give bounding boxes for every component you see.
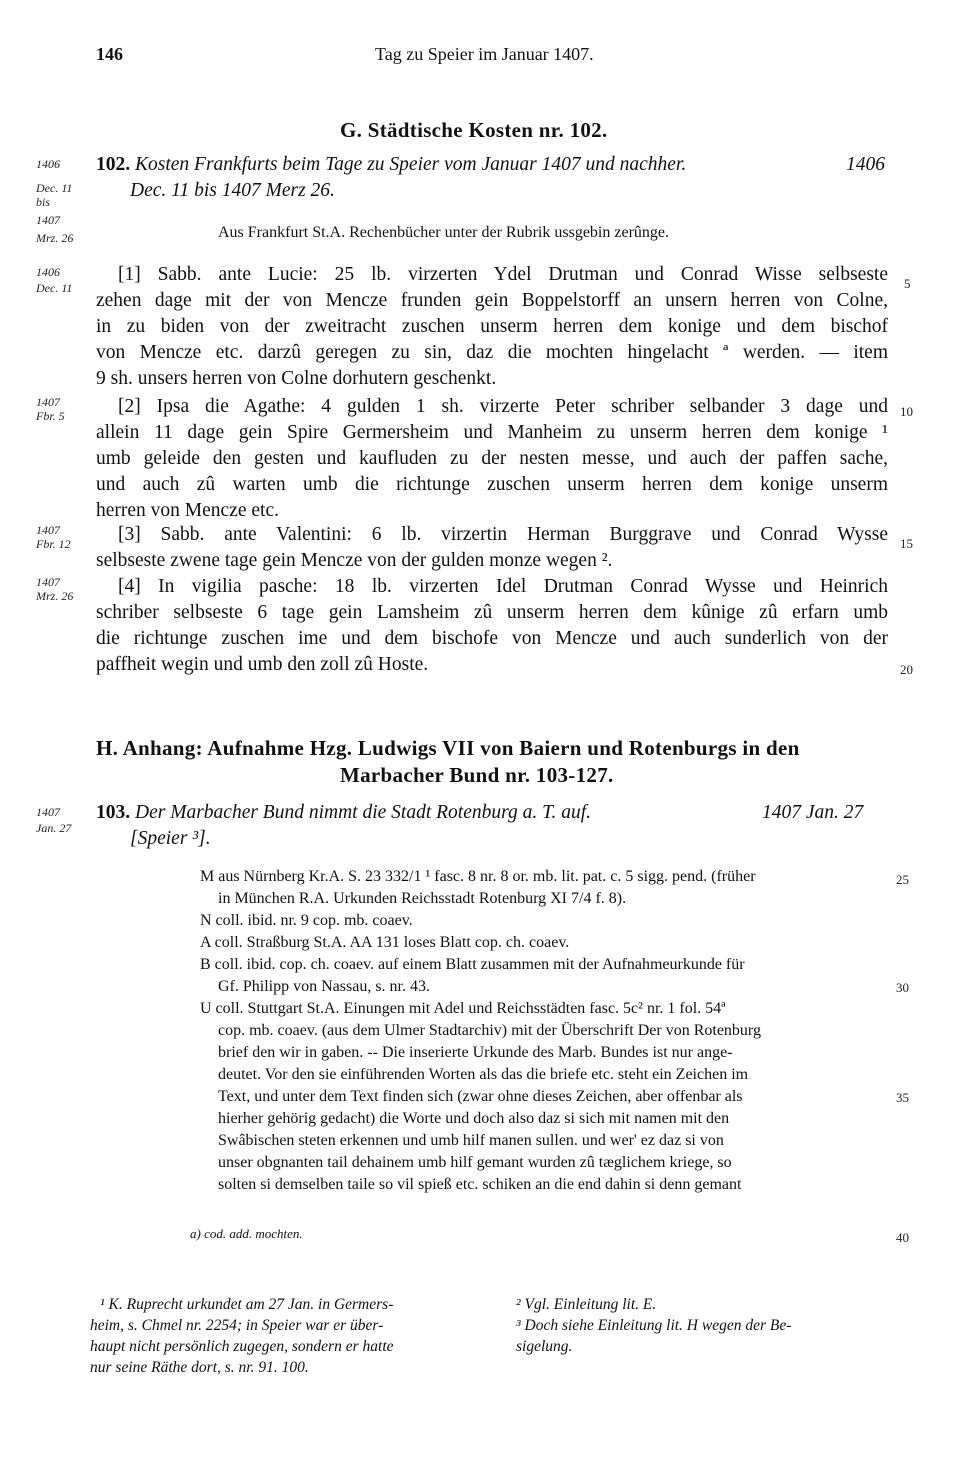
source-line: M aus Nürnberg Kr.A. S. 23 332/1 ¹ fasc. 8 nr. 8 or. mb. lit. pat. c. 5 sigg. pend. (früher [200, 868, 756, 885]
source-line: A coll. Straßburg St.A. AA 131 loses Blatt cop. ch. coaev. [200, 934, 570, 951]
doc-title: Der Marbacher Bund nimmt die Stadt Rotenburg a. T. auf. [135, 802, 592, 823]
source-line: N coll. ibid. nr. 9 cop. mb. coaev. [200, 912, 413, 929]
entry-line: [2] Ipsa die Agathe: 4 gulden 1 sh. virzerte Peter schriber selbander 3 dage und [118, 396, 888, 417]
entry-line: von Mencze etc. darzû geregen zu sin, daz die mochten hingelacht ª werden. — item [96, 342, 888, 363]
line-number: 25 [896, 872, 909, 887]
entry-line: und auch zû warten umb die richtunge zuschen unserm herren dem konige unserm [96, 474, 888, 495]
doc-heading-103 [96, 800, 591, 826]
entry-line: herren von Mencze etc. [96, 500, 279, 521]
running-title: Tag zu Speier im Januar 1407. [375, 44, 594, 64]
margin-date-line: 1407 [36, 395, 60, 409]
margin-date-line: Fbr. 5 [36, 409, 65, 423]
entry-line: umb geleide den gesten und kaufluden zu der nesten messe, und auch der paffen sache, [96, 448, 888, 469]
source-line: in München R.A. Urkunden Reichsstadt Rotenburg XI 7/4 f. 8). [218, 890, 627, 907]
doc-title-place: [Speier ³]. [130, 828, 211, 849]
source-line: hierher gehörig gedacht) die Worte und doch also daz si sich mit namen mit den [218, 1110, 730, 1127]
margin-date-line: 1406 [36, 157, 60, 171]
source-line: U coll. Stuttgart St.A. Einungen mit Adel und Reichsstädten fasc. 5c² nr. 1 fol. 54ª [200, 1000, 726, 1017]
margin-date-line: 1407 [36, 805, 60, 819]
line-number: 35 [896, 1090, 909, 1105]
entry-line: zehen dage mit der von Mencze frunden gein Boppelstorff an unsern herren von Colne, [96, 290, 888, 311]
entry-line: allein 11 dage gein Spire Germersheim und Manheim zu unserm herren dem konige ¹ [96, 422, 888, 443]
doc-title-cont: Dec. 11 bis 1407 Merz 26. [130, 180, 335, 201]
footnote-line: ² Vgl. Einleitung lit. E. [516, 1296, 657, 1313]
doc-source: Aus Frankfurt St.A. Rechenbücher unter der Rubrik ussgebin zerûnge. [218, 224, 669, 241]
source-line: B coll. ibid. cop. ch. coaev. auf einem Blatt zusammen mit der Aufnahmeurkunde für [200, 956, 745, 973]
entry-line: [1] Sabb. ante Lucie: 25 lb. virzerten Ydel Drutman und Conrad Wisse selbseste [118, 264, 888, 285]
source-line: Gf. Philipp von Nassau, s. nr. 43. [218, 978, 430, 995]
margin-date-line: Jan. 27 [36, 821, 72, 835]
section-h-title-cont: Marbacher Bund nr. 103-127. [340, 763, 614, 787]
footnote-line: nur seine Räthe dort, s. nr. 91. 100. [90, 1359, 309, 1376]
entry-line: schriber selbseste 6 tage gein Lamsheim zû unserm herren dem kûnige zû erfarn umb [96, 602, 888, 623]
doc-number: 102. [96, 154, 131, 175]
line-number: 40 [896, 1230, 909, 1245]
footnote-line: haupt nicht persönlich zugegen, sondern er hatte [90, 1338, 394, 1355]
section-h-title: H. Anhang: Aufnahme Hzg. Ludwigs VII von Baiern und Rotenburgs in den [96, 736, 800, 760]
footnote-line: ³ Doch siehe Einleitung lit. H wegen der Be- [516, 1317, 792, 1334]
page-number: 146 [96, 44, 123, 64]
entry-line: in zu biden von der zweitracht zuschen unserm herren dem konige und dem bischof [96, 316, 888, 337]
line-number: 10 [900, 404, 913, 419]
margin-date-line: Mrz. 26 [36, 589, 74, 603]
margin-date-line: 1406 [36, 265, 60, 279]
margin-date-line: bis [36, 195, 51, 209]
apparatus-note: a) cod. add. mochten. [190, 1226, 303, 1241]
doc-heading-102 [96, 152, 816, 178]
margin-date-line: Dec. 11 [36, 181, 73, 195]
source-line: Swâbischen steten erkennen und umb hilf manen sullen. und wer' ez daz si von [218, 1132, 724, 1149]
doc-title-year: 1406 [846, 154, 885, 175]
footnote-line: heim, s. Chmel nr. 2254; in Speier war er über- [90, 1317, 384, 1334]
source-line: brief den wir in gaben. -- Die inserierte Urkunde des Marb. Bundes ist nur ange- [218, 1044, 733, 1061]
entry-line: selbseste zwene tage gein Mencze von der gulden monze wegen ². [96, 550, 613, 571]
entry-line: die richtunge zuschen ime und dem bischofe von Mencze und auch sunderlich von der [96, 628, 888, 649]
footnote-line: sigelung. [516, 1338, 573, 1355]
line-number: 5 [904, 276, 911, 291]
source-line: solten si demselben taile so vil spieß etc. schiken an die end dahin si denn gemant [218, 1176, 742, 1193]
margin-date-line: 1407 [36, 575, 60, 589]
line-number: 30 [896, 980, 909, 995]
section-g-title: G. Städtische Kosten nr. 102. [340, 118, 608, 142]
margin-date-line: Mrz. 26 [36, 231, 74, 245]
entry-line: [3] Sabb. ante Valentini: 6 lb. virzertin Herman Burggrave und Conrad Wysse [118, 524, 888, 545]
margin-date-line: 1407 [36, 213, 60, 227]
entry-line: paffheit wegin und umb den zoll zû Hoste. [96, 654, 429, 675]
footnote-line: ¹ K. Ruprecht urkundet am 27 Jan. in Germers- [100, 1296, 394, 1313]
line-number: 15 [900, 536, 913, 551]
doc-number: 103. [96, 802, 131, 823]
source-line: cop. mb. coaev. (aus dem Ulmer Stadtarchiv) mit der Überschrift Der von Rotenburg [218, 1022, 761, 1039]
doc-title: Kosten Frankfurts beim Tage zu Speier vom Januar 1407 und nachher. [135, 154, 687, 175]
margin-date-line: 1407 [36, 523, 60, 537]
entry-line: [4] In vigilia pasche: 18 lb. virzerten Idel Drutman Conrad Wysse und Heinrich [118, 576, 888, 597]
source-line: Text, und unter dem Text finden sich (zwar ohne dieses Zeichen, aber offenbar als [218, 1088, 743, 1105]
source-line: deutet. Vor den sie einführenden Worten als das die briefe etc. steht ein Zeichen im [218, 1066, 749, 1083]
source-line: unser obgnanten tail dehainem umb hilf gemant wurden zû tæglichem kriege, so [218, 1154, 732, 1171]
margin-date-line: Dec. 11 [36, 281, 73, 295]
doc-title-date: 1407 Jan. 27 [762, 802, 864, 823]
margin-date-line: Fbr. 12 [36, 537, 71, 551]
line-number: 20 [900, 662, 913, 677]
entry-line: 9 sh. unsers herren von Colne dorhutern geschenkt. [96, 368, 497, 389]
